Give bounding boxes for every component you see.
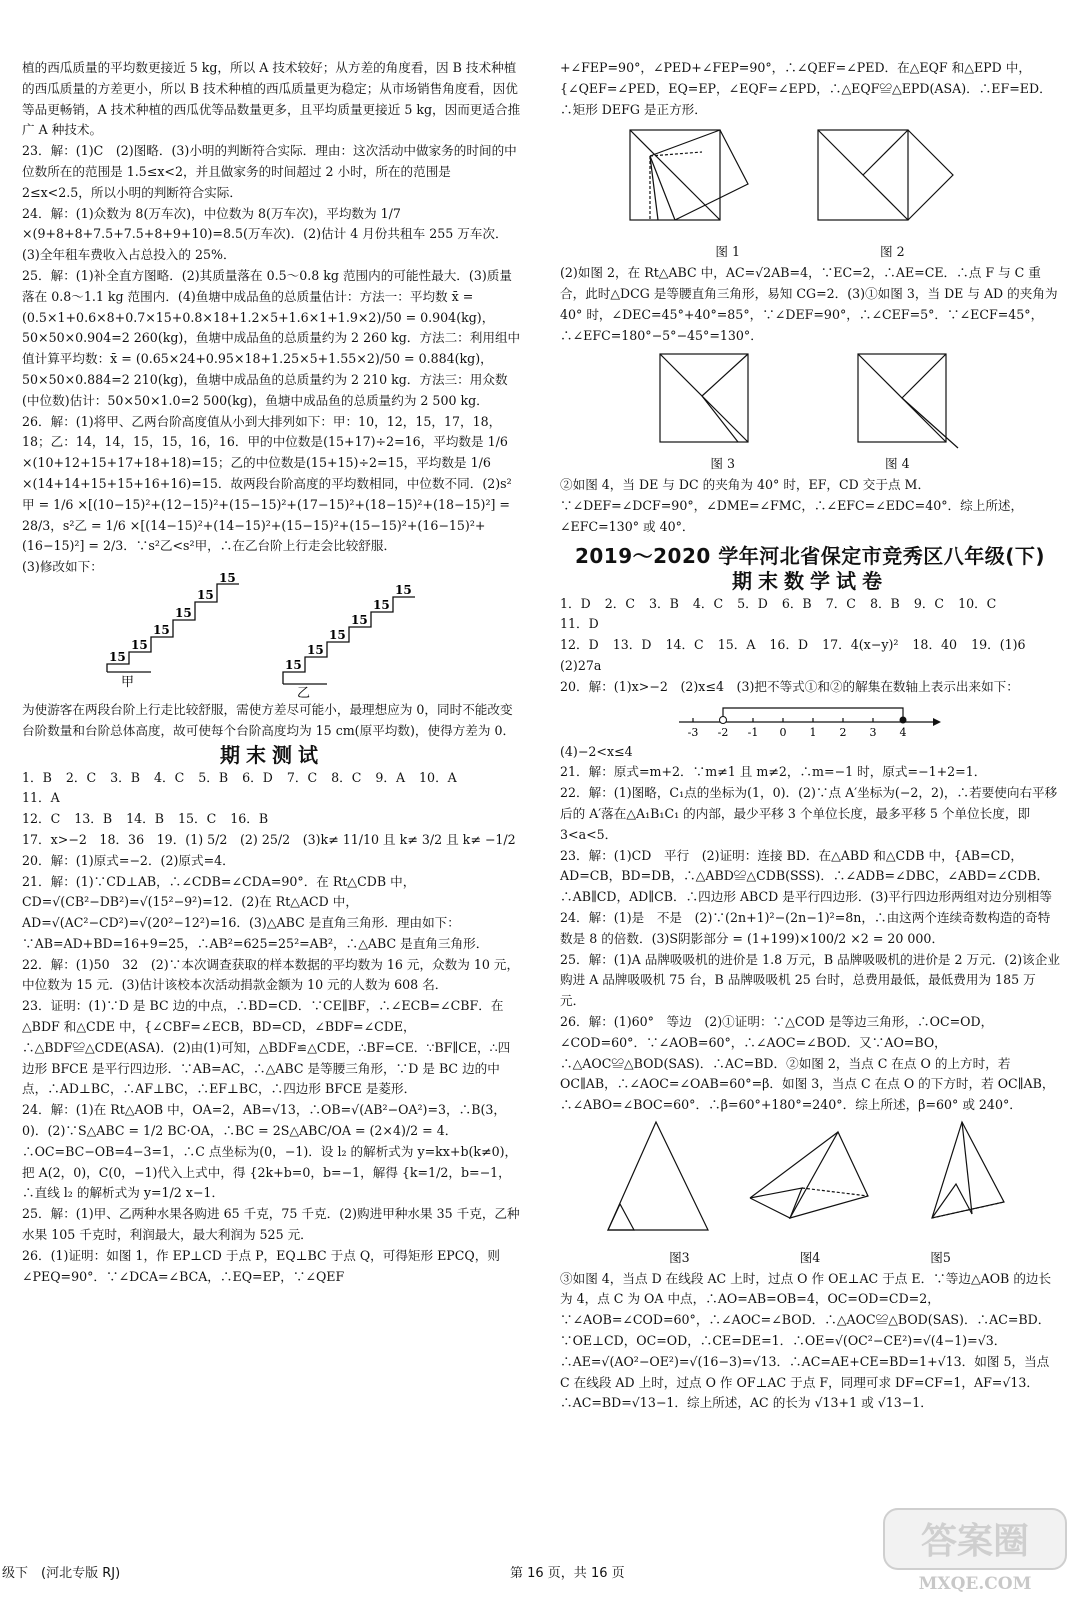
solution-interval bbox=[723, 708, 903, 718]
svg-text:3: 3 bbox=[869, 725, 877, 739]
figure-captions-1-2 bbox=[560, 242, 1060, 263]
figure-tri-3 bbox=[608, 1122, 708, 1230]
svg-text:-1: -1 bbox=[747, 725, 759, 739]
answer-25: 25．解：(1)补全直方图略．(2)其质量落在 0.5～0.8 kg 范围内的可能性最大．(3)质量落在 0.8～1.1 kg 范围内．(4)鱼塘中成品鱼的总质量估计：方法一：平均数 x̄ = (0.5×1+0.6×8+0.7×15+0.8×18+1.2×5+1.6×1+1.9×2)/50 = 0.904(kg)，50×50×0.904=2 260(kg)，鱼塘中成品鱼的总质量约为 2 260 kg．方法二：利用组中值计算平均数：x̄ = (0.65×24+0.95×18+1.25×5+1.55×2)/50 = 0.884(kg)，50×50×0.884=2 210(kg)，鱼塘中成品鱼的总质量约为 2 210 kg．方法三：用众数(中位数)估计：50×50×1.0=2 500(kg)，鱼塘中成品鱼的总质量约为 2 500 kg． bbox=[22, 267, 521, 408]
answer-25-solution: 25．解：(1)甲、乙两种水果各购进 65 千克，75 千克．(2)购进甲种水果 35 千克，乙种水果 105 千克时，利润最大，最大利润为 525 元． bbox=[22, 1206, 520, 1243]
answer-26-proof: 26．(1)证明：如图 1，作 EP⊥CD 于点 P，EQ⊥BC 于点 Q，可得矩形 EPCQ，则∠PEQ=90°．∵∠DCA=∠BCA，∴EQ=EP，∵∠QEF bbox=[22, 1247, 500, 1284]
answer-part3-2: ②如图 4，当 DE 与 DC 的夹角为 40° 时，EF，CD 交于点 M．∵∠DEF=∠DCF=90°，∠DME=∠FMC，∴∠EFC=∠EDC=40°．综上所述，∠EFC=130° 或 40°． bbox=[560, 477, 1024, 534]
caption-fig4: 图 4 bbox=[885, 456, 910, 472]
stair-a-label: 甲 bbox=[121, 674, 135, 690]
exam-title: 2019～2020 学年河北省保定市竞秀区八年级(下) bbox=[574, 543, 1046, 568]
open-endpoint bbox=[720, 716, 727, 723]
step-label: 15 bbox=[307, 642, 324, 657]
answer-26-conclusion: 为使游客在两段台阶上行走比较舒服，需使方差尽可能小，最理想应为 0，同时不能改变台阶数量和台阶总体高度，故可使每个台阶高度均为 15 cm(原平均数)，使得方差为 0． bbox=[22, 701, 516, 738]
stair-b-steps bbox=[283, 597, 415, 684]
answer-26-part3: (3)修改如下： bbox=[22, 559, 103, 575]
caption-tri5: 图5 bbox=[930, 1249, 951, 1265]
exam-answer-23: 23．解：(1)CD 平行 (2)证明：连接 BD．在△ABD 和△CDB 中，{AB=CD，AD=CB，BD=DB，∴△ABD≌△CDB(SSS)．∴∠ADB=∠DBC，∠ABD=∠CDB．∴AB∥CD，AD∥CB．∴四边形 ABCD 是平行四边形．(3)平行四边形两组对边分别相等 bbox=[560, 847, 1052, 905]
figure-4 bbox=[858, 354, 958, 448]
figure-2 bbox=[818, 130, 953, 220]
number-line-labels bbox=[688, 726, 907, 739]
figure-tri-4 bbox=[750, 1132, 868, 1218]
answer-21: 21．解：(1)∵CD⊥AB，∴∠CDB=∠CDA=90°．在 Rt△CDB 中，CD=√(CB²−DB²)=√(15²−9²)=12．(2)在 Rt△ACD 中，AD=√(AC²−CD²)=√(20²−12²)=16．(3)△ABC 是直角三角形．理由如下：∵AB=AD+BD=16+9=25，∴AB²=625=25²=AB²，∴△ABC 是直角三角形． bbox=[22, 873, 489, 951]
exam-answer-21: 21．解：原式=m+2．∵m≠1 且 m≠2，∴m=−1 时，原式=−1+2=1． bbox=[560, 764, 987, 780]
answer-20: 20．解：(1)原式=−2．(2)原式=4． bbox=[22, 852, 235, 868]
square-figures-1-2 bbox=[620, 122, 1000, 240]
figure-1 bbox=[630, 130, 748, 220]
watermark-url: MXQE.COM bbox=[918, 1574, 1032, 1594]
footer-edition: 级下 (河北专版 RJ) bbox=[2, 1566, 121, 1581]
svg-text:1: 1 bbox=[809, 725, 817, 739]
footer-page-number: 第 16 页，共 16 页 bbox=[510, 1566, 625, 1581]
right-column bbox=[560, 58, 1060, 1414]
step-labels bbox=[109, 571, 412, 672]
exam-mc-row1: 1．D 2．C 3．B 4．C 5．D 6．B 7．C 8．B 9．C 10．C11．D bbox=[560, 595, 997, 632]
mc-answers-row1: 1．B 2．C 3．B 4．C 5．B 6．D 7．C 8．C 9．A 10．A11．A bbox=[22, 769, 457, 806]
step-label: 15 bbox=[395, 582, 412, 597]
caption-fig2: 图 2 bbox=[880, 244, 905, 260]
figure-3 bbox=[660, 354, 748, 442]
step-label: 15 bbox=[197, 587, 214, 602]
figure-tri-5 bbox=[932, 1122, 1004, 1218]
exam-mc-row2: 12．D 13．D 14．C 15．A 16．D 17．4(x−y)² 18．40 19．(1)6(2)27a bbox=[560, 637, 1026, 673]
answer-part2-3: (2)如图 2，在 Rt△ABC 中，AC=√2AB=4，∵EC=2，∴AE=CE．∴点 F 与 C 重合，此时△DCG 是等腰直角三角形，易知 CG=2．(3)①如图 3，当 DE 与 AD 的夹角为 40° 时，∠DEC=45°+40°=85°，∵∠DEF=90°，∴∠CEF=5°．∵∠ECF=45°，∴∠EFC=180°−5°−45°=130°． bbox=[560, 265, 1058, 343]
svg-text:-2: -2 bbox=[717, 725, 729, 739]
answer-23: 23．解：(1)C (2)图略．(3)小明的判断符合实际．理由：这次活动中做家务的时间的中位数所在的范围是 1.5≤x<2，并且做家务的时间超过 2 小时，所在的范围是 2≤x<2.5，所以小明的判断符合实际． bbox=[22, 143, 517, 200]
figure-captions-3-4 bbox=[560, 454, 1060, 475]
answer-26: 26．解：(1)将甲、乙两台阶高度值从小到大排列如下：甲：10，12，15，17，18，18；乙：14，14，15，15，16，16．甲的中位数是(15+17)÷2=16，平均数是 1/6 ×(10+12+15+17+18+18)=15；乙的中位数是(15+15)÷2=15，平均数是 1/6 ×(14+14+15+15+16+16)=15．故两段台阶高度的平均数相同，中位数不同．(2)s²甲 = 1/6 ×[(10−15)²+(12−15)²+(15−15)²+(17−15)²+(18−15)²+(18−15)²] = 28/3，s²乙 = 1/6 ×[(14−15)²+(14−15)²+(15−15)²+(15−15)²+(16−15)²+(16−15)²] = 2/3．∵s²乙<s²甲，∴在乙台阶上行走会比较舒服． bbox=[22, 413, 512, 554]
svg-text:4: 4 bbox=[899, 725, 907, 739]
step-label: 15 bbox=[329, 627, 346, 642]
watermark-logo bbox=[880, 1505, 1070, 1595]
step-label: 15 bbox=[285, 657, 302, 672]
step-label: 15 bbox=[131, 637, 148, 652]
closed-endpoint bbox=[900, 716, 907, 723]
step-label: 15 bbox=[373, 597, 390, 612]
answer-24: 24．解：(1)众数为 8(万车次)，中位数为 8(万车次)，平均数为 1/7 ×(9+8+8+7.5+7.5+8+9+10)=8.5(万车次)．(2)估计 4 月份共租车 255 万车次．(3)全年租车费收入占总投入的 25%． bbox=[22, 205, 508, 263]
svg-text:-3: -3 bbox=[687, 725, 699, 739]
section-title: 期末测试 bbox=[220, 742, 324, 767]
fill-answers: 17．x>−2 18．36 19．(1) 5/2 (2) 25/2 (3)k≠ 11/10 且 k≠ 3/2 且 k≠ −1/2 bbox=[22, 831, 516, 847]
step-label: 15 bbox=[175, 605, 192, 620]
exam-answer-20: 20．解：(1)x>−2 (2)x≤4 (3)把不等式①和②的解集在数轴上表示出来如下： bbox=[560, 678, 1019, 694]
caption-tri3: 图3 bbox=[669, 1249, 690, 1265]
exam-answer-26: 26．解：(1)60° 等边 (2)①证明：∵△COD 是等边三角形，∴OC=OD，∠COD=60°．∵∠AOB=60°，∴∠AOC=∠BOD．又∵AO=BO，∴△AOC≌△BOD(SAS)．∴AC=BD．②如图 2，当点 C 在点 O 的上方时，若 OC∥AB，∴∠AOC=∠OAB=60°=β．如图 3，当点 C 在点 O 的下方时，若 OC∥AB，∴∠ABO=∠BOC=60°．∴β=60°+180°=240°．综上所述，β=60° 或 240°． bbox=[560, 1013, 1055, 1113]
staircase-figure bbox=[107, 570, 437, 701]
answer-text: 植的西瓜质量的平均数更接近 5 kg，所以 A 技术较好；从方差的角度看，因 B 技术种植的西瓜质量的方差更小，所以 B 技术种植的西瓜质量更为稳定；从市场销售角度看，因优等品更畅销，A 技术种植的西瓜优等品数量更多，且平均质量更接近 5 kg，因而更适合推广 A 种技术。 bbox=[22, 60, 521, 138]
triangle-captions bbox=[560, 1248, 1060, 1269]
number-line bbox=[675, 700, 945, 740]
step-label: 15 bbox=[109, 649, 126, 664]
exam-answer-20-4: (4)−2<x≤4 bbox=[560, 743, 633, 759]
caption-fig3: 图 3 bbox=[710, 456, 735, 472]
exam-answer-24: 24．解：(1)是 不是 (2)∵(2n+1)²−(2n−1)²=8n，∴由这两个连续奇数构造的奇特数是 8 的倍数．(3)S阴影部分 = (1+199)×100/2 ×2 = 20 000． bbox=[560, 909, 1051, 946]
exam-answer-26-3: ③如图 4，当点 D 在线段 AC 上时，过点 O 作 OE⊥AC 于点 E．∵等边△AOB 的边长为 4，点 C 为 OA 中点，∴AO=AB=OB=4，OC=OD=CD=2，∵∠AOB=∠COD=60°，∴∠AOC=∠BOD．∴△AOC≌△BOD(SAS)．∴AC=BD．∵OE⊥CD，OC=OD，∴CE=DE=1．∴OE=√(OC²−CE²)=√(4−1)=√3．∴AE=√(AO²−OE²)=√(16−3)=√13．∴AC=AE+CE=BD=1+√13．如图 5，当点 C 在线段 AD 上时，过点 O 作 OF⊥AC 于点 F，同理可求 DF=CF=1，AF=√13．∴AC=BD=√13−1．综上所述，AC 的长为 √13+1 或 √13−1． bbox=[560, 1270, 1052, 1411]
watermark-text: 答案圈 bbox=[920, 1520, 1030, 1562]
proof-continued: +∠FEP=90°，∠PED+∠FEP=90°，∴∠QEF=∠PED．在△EQF 和△EPD 中，{∠QEF=∠PED，EQ=EP，∠EQF=∠EPD，∴△EQF≌△EPD(ASA)．∴EF=ED．∴矩形 DEFG 是正方形． bbox=[560, 60, 1052, 117]
exam-answer-22: 22．解：(1)图略，C₁点的坐标为(1，0)．(2)∵点 A′坐标为(−2，2)，∴若要使向右平移后的 A′落在△A₁B₁C₁ 的内部，最少平移 3 个单位长度，最多平移 5 个单位长度，即 3<a<5． bbox=[560, 785, 1058, 842]
step-label: 15 bbox=[219, 570, 236, 585]
triangle-figures bbox=[600, 1118, 1020, 1246]
stair-a-steps bbox=[107, 584, 239, 672]
stair-b-label: 乙 bbox=[297, 685, 311, 701]
caption-fig1: 图 1 bbox=[715, 244, 740, 260]
mc-answers-row2: 12．C 13．B 14．B 15．C 16．B bbox=[22, 811, 269, 827]
square-figures-3-4 bbox=[620, 348, 1000, 452]
caption-tri4: 图4 bbox=[799, 1249, 821, 1265]
left-column bbox=[22, 58, 522, 1287]
answer-23-proof: 23．证明：(1)∵D 是 BC 边的中点，∴BD=CD．∵CE∥BF，∴∠ECB=∠CBF．在△BDF 和△CDE 中，{∠CBF=∠ECB，BD=CD，∠BDF=∠CDE，∴△BDF≌△CDE(ASA)．(2)由(1)可知，△BDF≌△CDE，∴BF=CE．∵BF∥CE，∴四边形 BFCE 是平行四边形．∵AB=AC，∴△ABC 是等腰三角形，∵D 是 BC 边的中点，∴AD⊥BC，∴AF⊥BC，∴EF⊥BC，∴四边形 BFCE 是菱形． bbox=[22, 998, 511, 1097]
answer-24-solution: 24．解：(1)在 Rt△AOB 中，OA=2，AB=√13，∴OB=√(AB²−OA²)=3，∴B(3，0)．(2)∵S△ABC = 1/2 BC·OA，∴BC = 2S△ABC/OA = (2×4)/2 = 4．∴OC=BC−OB=4−3=1，∴C 点坐标为(0，−1)．设 l₂ 的解析式为 y=kx+b(k≠0)，把 A(2，0)，C(0，−1)代入上式中，得 {2k+b=0，b=−1，解得 {k=1/2，b=−1，∴直线 l₂ 的解析式为 y=1/2 x−1． bbox=[22, 1102, 518, 1201]
step-label: 15 bbox=[153, 622, 170, 637]
exam-subtitle: 期末数学试卷 bbox=[732, 568, 888, 593]
exam-answer-25: 25．解：(1)A 品牌吸吸机的进价是 1.8 万元，B 品牌吸吸机的进价是 2 万元．(2)该企业购进 A 品牌吸吸机 75 台，B 品牌吸吸机 25 台时，总费用最低，最低费用为 185 万元． bbox=[560, 951, 1060, 1009]
answer-22: 22．解：(1)50 32 (2)∵本次调查获取的样本数据的平均数为 16 元，众数为 10 元，中位数为 15 元．(3)估计该校本次活动捐款金额为 10 元的人数为 608 名． bbox=[22, 956, 520, 993]
svg-text:0: 0 bbox=[779, 725, 787, 739]
svg-text:2: 2 bbox=[839, 725, 847, 739]
step-label: 15 bbox=[351, 612, 368, 627]
